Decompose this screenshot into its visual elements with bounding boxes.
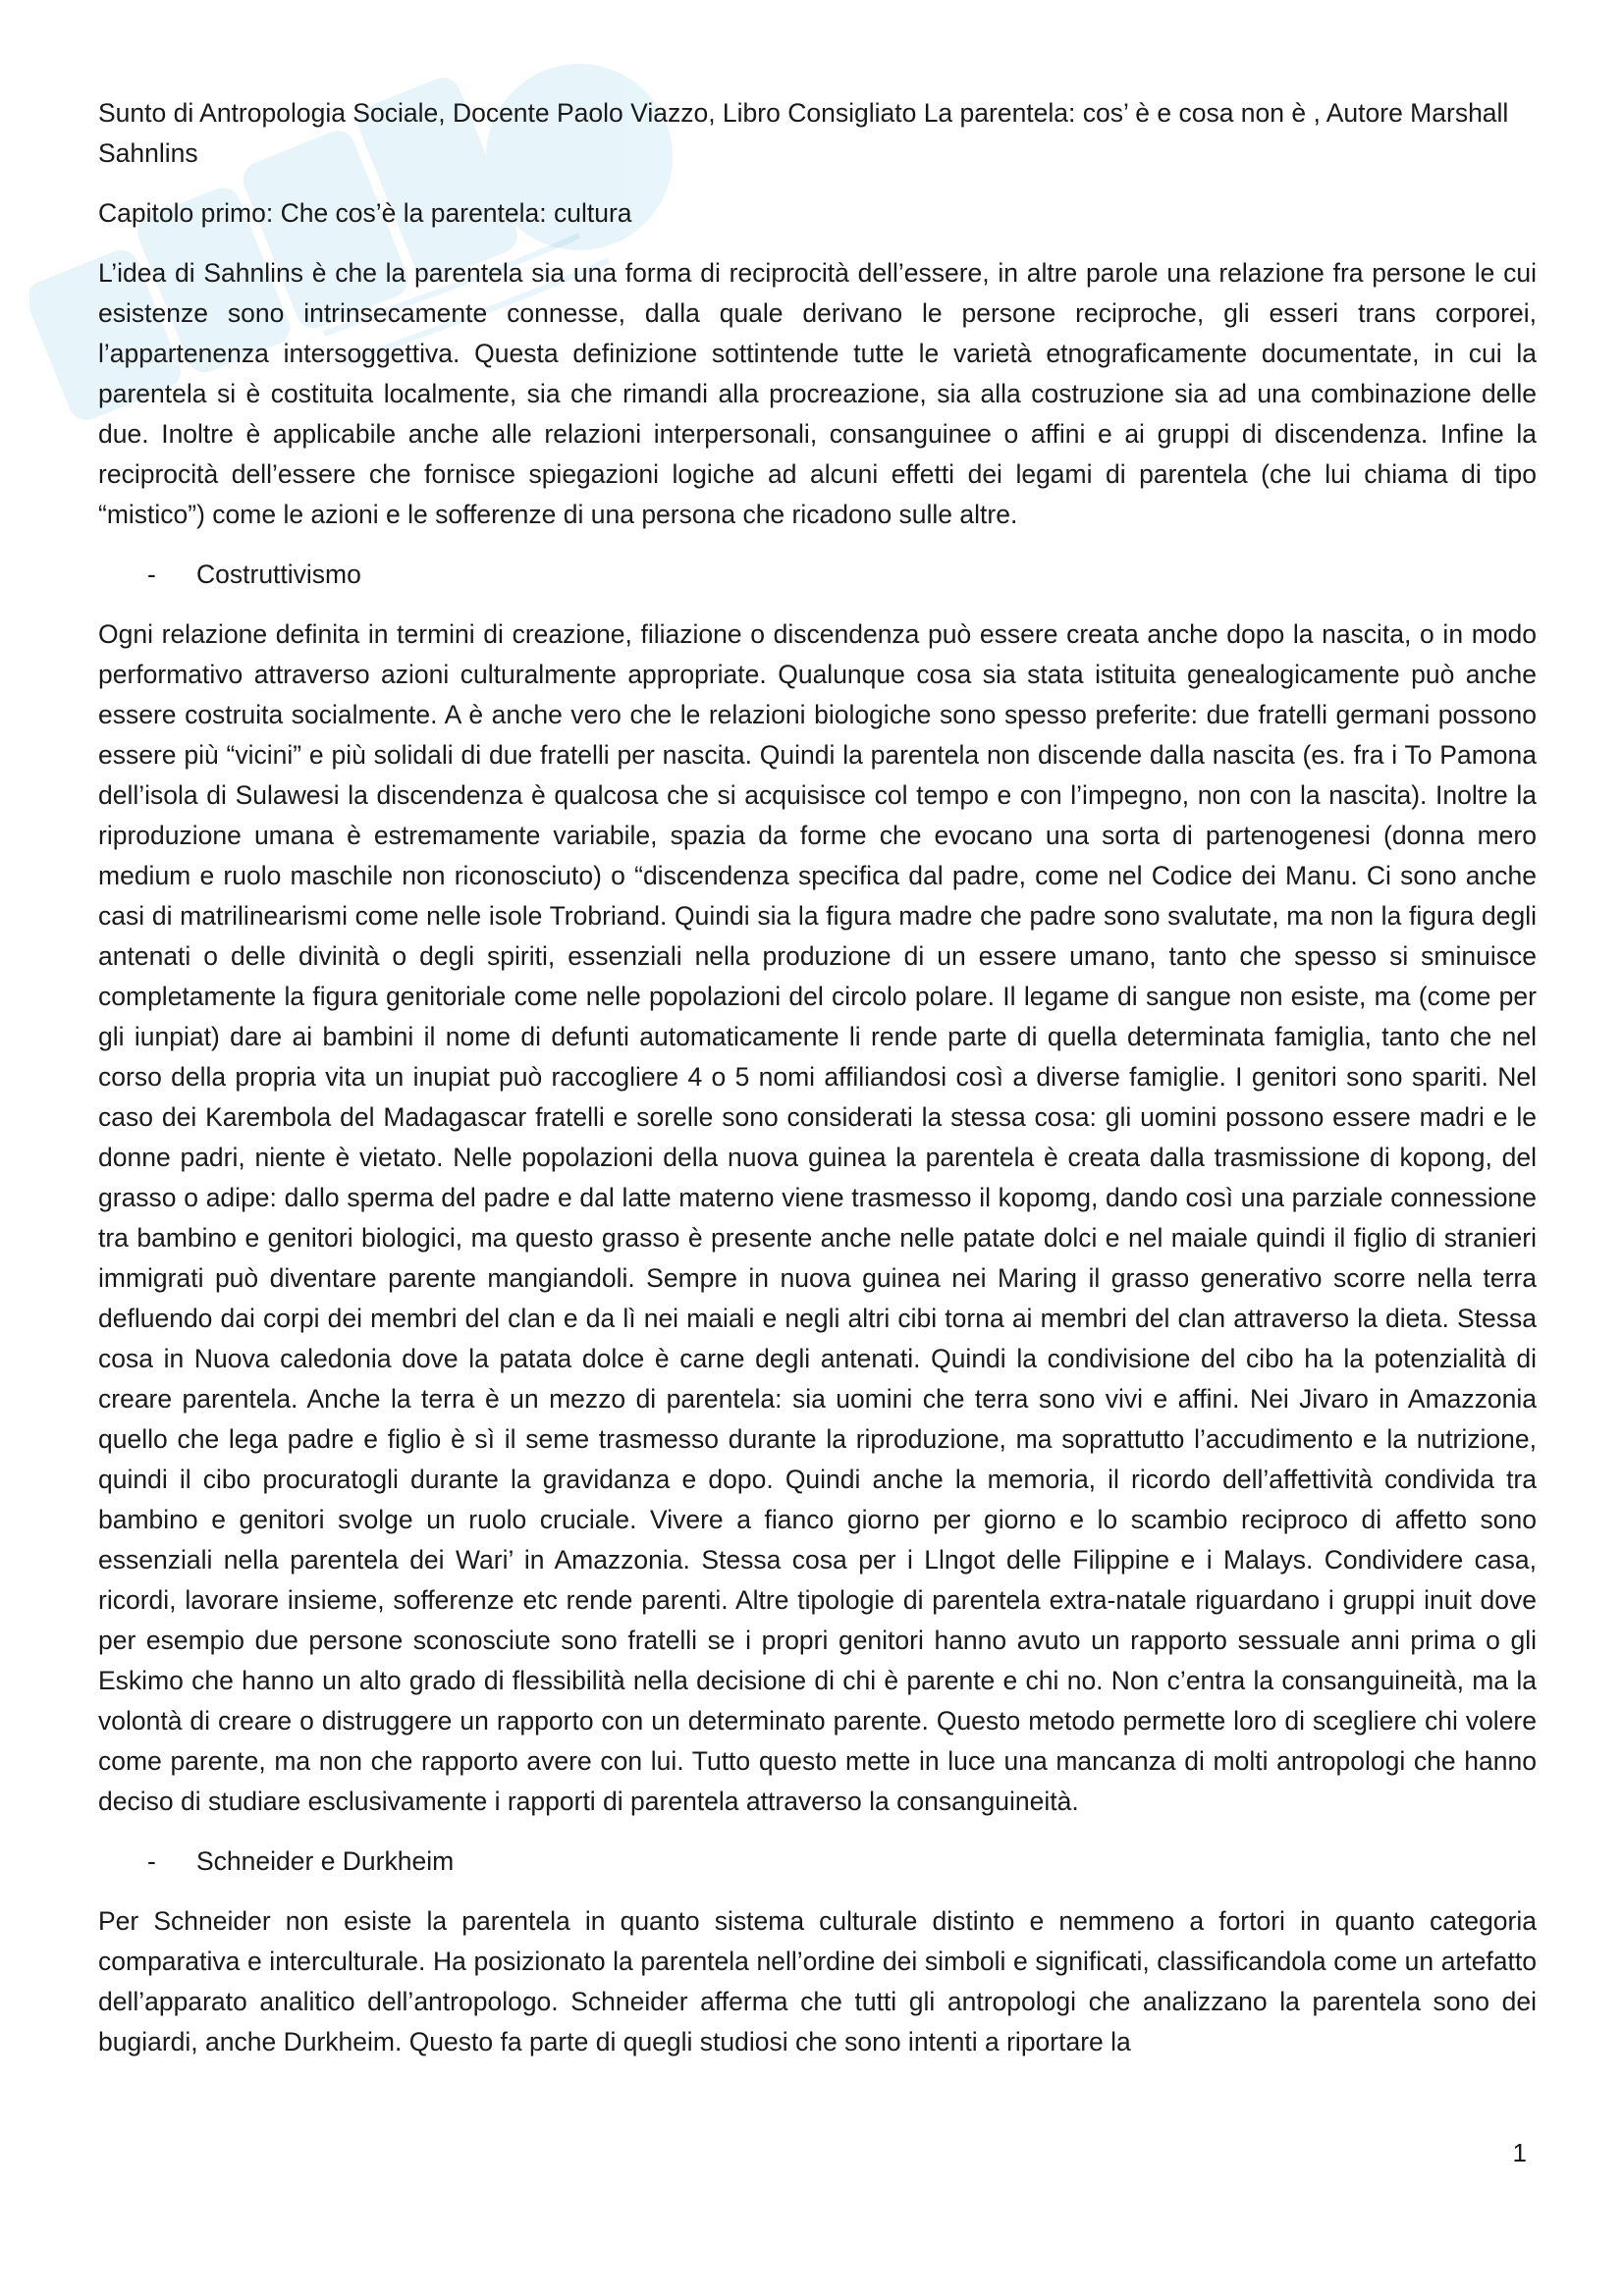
- bullet-schneider-durkheim: [98, 1842, 1537, 1882]
- page-number: 1: [1512, 2138, 1527, 2167]
- bullet-label: Schneider e Durkheim: [196, 1846, 455, 1876]
- document-body: [98, 93, 1537, 2082]
- paragraph-schneider: Per Schneider non esiste la parentela in quanto sistema culturale distinto e nemmeno a fortori in quanto categoria comparativa e interculturale. Ha posizionato la parentela nell’ordine dei simboli e significati, classificandola come un artefatto dell’apparato analitico dell’antropologo. Schneider afferma che tutti gli antropologi che analizzano la parentela sono dei bugiardi, anche Durkheim. Questo fa parte di quegli studiosi che sono intenti a riportare la: [98, 1906, 1537, 2056]
- bullet-costruttivismo: [98, 555, 1537, 595]
- paragraph-intro: L’idea di Sahnlins è che la parentela sia una forma di reciprocità dell’essere, in altre parole una relazione fra persone le cui esistenze sono intrinsecamente connesse, dalla quale derivano le persone reciproche, gli esseri trans corporei, l’appartenenza intersoggettiva. Questa definizione sottintende tutte le varietà etnograficamente documentate, in cui la parentela si è costituita localmente, sia che rimandi alla procreazione, sia alla costruzione sia ad una combinazione delle due. Inoltre è applicabile anche alle relazioni interpersonali, consanguinee o affini e ai gruppi di discendenza. Infine la reciprocità dell’essere che fornisce spiegazioni logiche ad alcuni effetti dei legami di parentela (che lui chiama di tipo “mistico”) come le azioni e le sofferenze di una persona che ricadono sulle altre.: [98, 258, 1537, 529]
- paragraph-costruttivismo: Ogni relazione definita in termini di creazione, filiazione o discendenza può essere creata anche dopo la nascita, o in modo performativo attraverso azioni culturalmente appropriate. Qualunque cosa sia stata istituita genealogicamente può anche essere costruita socialmente. A è anche vero che le relazioni biologiche sono spesso preferite: due fratelli germani possono essere più “vicini” e più solidali di due fratelli per nascita. Quindi la parentela non discende dalla nascita (es. fra i To Pamona dell’isola di Sulawesi la discendenza è qualcosa che si acquisisce col tempo e con l’impegno, non con la nascita). Inoltre la riproduzione umana è estremamente variabile, spazia da forme che evocano una sorta di partenogenesi (donna mero medium e ruolo maschile non riconosciuto) o “discendenza specifica dal padre, come nel Codice dei Manu. Ci sono anche casi di matrilinearismi come nelle isole Trobriand. Quindi sia la figura madre che padre sono svalutate, ma non la figura degli antenati o delle divinità o degli spiriti, essenziali nella produzione di un essere umano, tanto che spesso si sminuisce completamente la figura genitoriale come nelle popolazioni del circolo polare. Il legame di sangue non esiste, ma (come per gli iunpiat) dare ai bambini il nome di defunti automaticamente li rende parte di quella determinata famiglia, tanto che nel corso della propria vita un inupiat può raccogliere 4 o 5 nomi affiliandosi così a diverse famiglie. I genitori sono spariti. Nel caso dei Karembola del Madagascar fratelli e sorelle sono considerati la stessa cosa: gli uomini possono essere madri e le donne padri, niente è vietato. Nelle popolazioni della nuova guinea la parentela è creata dalla trasmissione di kopong, del grasso o adipe: dallo sperma del padre e dal latte materno viene trasmesso il kopomg, dando così una parziale connessione tra bambino e genitori biologici, ma questo grasso è presente anche nelle patate dolci e nel maiale quindi il figlio di stranieri immigrati può diventare parente mangiandoli. Sempre in nuova guinea nei Maring il grasso generativo scorre nella terra defluendo dai corpi dei membri del clan e da lì nei maiali e negli altri cibi torna ai membri del clan attraverso la dieta. Stessa cosa in Nuova caledonia dove la patata dolce è carne degli antenati. Quindi la condivisione del cibo ha la potenzialità di creare parentela. Anche la terra è un mezzo di parentela: sia uomini che terra sono vivi e affini. Nei Jivaro in Amazzonia quello che lega padre e figlio è sì il seme trasmesso durante la riproduzione, ma soprattutto l’accudimento e la nutrizione, quindi il cibo procuratogli durante la gravidanza e dopo. Quindi anche la memoria, il ricordo dell’affettività condivida tra bambino e genitori svolge un ruolo cruciale. Vivere a fianco giorno per giorno e lo scambio reciproco di affetto sono essenziali nella parentela dei Wari’ in Amazzonia. Stessa cosa per i Llngot delle Filippine e i Malays. Condividere casa, ricordi, lavorare insieme, sofferenze etc rende parenti. Altre tipologie di parentela extra-natale riguardano i gruppi inuit dove per esempio due persone sconosciute sono fratelli se i propri genitori hanno avuto un rapporto sessuale anni prima o gli Eskimo che hanno un alto grado di flessibilità nella decisione di chi è parente e chi no. Non c’entra la consanguineità, ma la volontà di creare o distruggere un rapporto con un determinato parente. Questo metodo permette loro di scegliere chi volere come parente, ma non che rapporto avere con lui. Tutto questo mette in luce una mancanza di molti antropologi che hanno deciso di studiare esclusivamente i rapporti di parentela attraverso la consanguineità.: [98, 619, 1537, 1816]
- document-header: Sunto di Antropologia Sociale, Docente Paolo Viazzo, Libro Consigliato La parentela: cos’ è e cosa non è , Autore Marshall Sahnlins: [98, 98, 1509, 168]
- bullet-dash: -: [147, 560, 156, 589]
- chapter-title: Capitolo primo: Che cos’è la parentela: cultura: [98, 198, 632, 228]
- bullet-dash: -: [147, 1846, 156, 1876]
- bullet-label: Costruttivismo: [196, 560, 361, 589]
